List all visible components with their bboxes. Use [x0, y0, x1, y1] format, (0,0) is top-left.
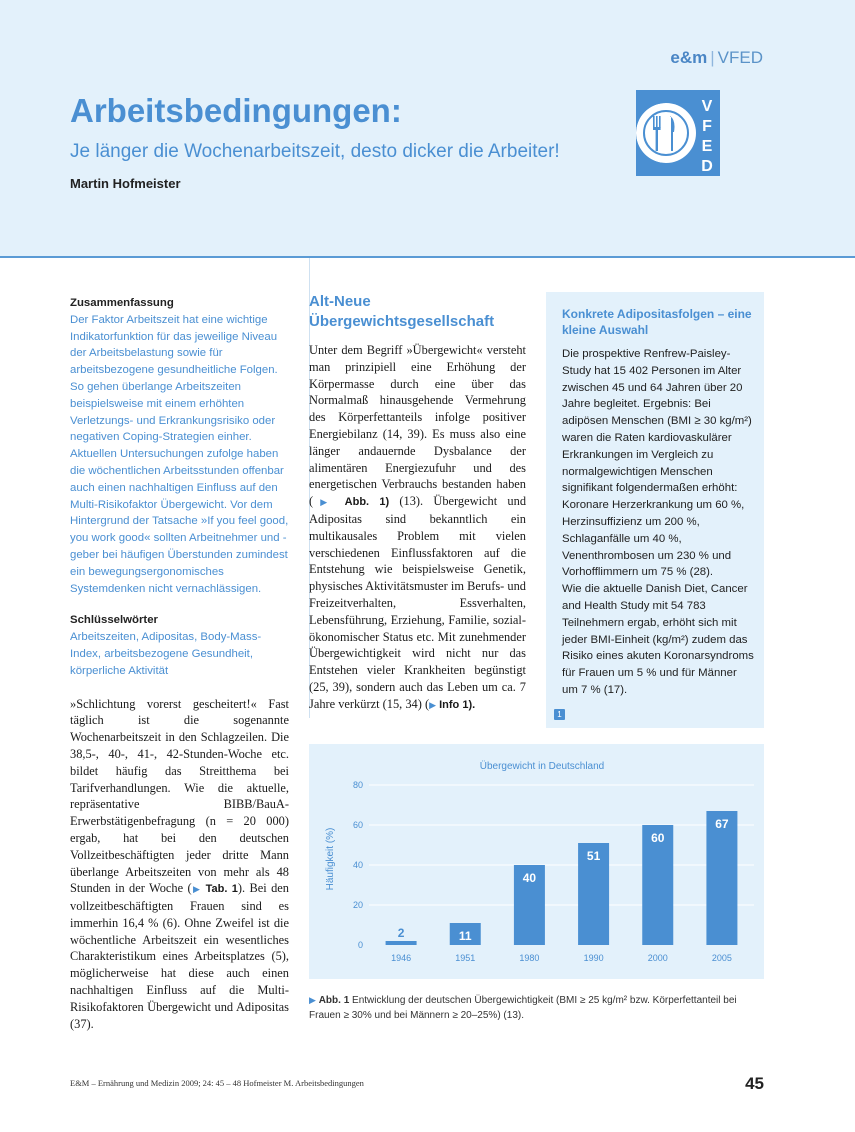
- logo-letter-v: V: [701, 98, 713, 115]
- info-box: [546, 292, 764, 728]
- chart-x-tick-label: 2005: [711, 953, 732, 963]
- info-box-para-1: Die prospektive Renfrew-Paisley-Study hat 15 402 Personen im Alter zwischen 45 und 64 Jahren über 20 Jahre begleitet. Ergebnis: Bei adipösen Menschen (BMI ≥ 30 kg/m²) waren die Raten kardiovaskulärer Erkrankungen im Vergleich zu normalgewichtigen Menschen signifikant folgendermaßen erhöht: Koronare Herzerkrankung um 60 %, Herzinsuffizienz um 200 %, Schlaganfälle um 40 %, Venenthrombosen um 230 % und Vorhofflimmern um 75 % (28).: [562, 348, 752, 579]
- ref-arrow-icon: ▶: [313, 497, 335, 508]
- logo-letter-f: F: [702, 118, 712, 135]
- bar-chart: [309, 744, 764, 979]
- chart-data-label: 11: [458, 929, 472, 943]
- page-number: 45: [745, 1074, 764, 1093]
- section-paragraph: [309, 342, 526, 714]
- table-reference-link[interactable]: Tab. 1: [205, 883, 238, 896]
- caption-arrow-icon: ▶: [309, 995, 316, 1005]
- chart-y-tick-label: 0: [357, 940, 363, 950]
- chart-bar-1946: [386, 941, 417, 945]
- brand-vfed: VFED: [717, 48, 763, 67]
- keywords-heading: Schlüsselwörter: [70, 614, 158, 627]
- logo-letter-e: E: [701, 138, 713, 155]
- vfed-logo: [636, 90, 720, 176]
- chart-x-tick-label: 1980: [519, 953, 540, 963]
- chart-y-tick-label: 80: [352, 780, 363, 790]
- chart-y-tick-label: 60: [352, 820, 363, 830]
- chart-y-tick-label: 20: [352, 900, 363, 910]
- info-reference-link[interactable]: Info 1).: [439, 698, 476, 711]
- info-box-para-2: Wie die aktuelle Danish Diet, Cancer and Health Study mit 54 783 Teilnehmern ergab, erhöht sich mit jeder BMI-Einheit (kg/m²) zudem das Risiko eines akuten Koronarsyndroms für Frauen um 5 % und für Männer um 7 % (17).: [562, 583, 754, 696]
- header-divider: [0, 256, 855, 258]
- article-title: Arbeitsbedingungen:: [70, 92, 402, 129]
- ref-arrow-icon: ▶: [429, 699, 436, 710]
- chart-data-label: 2: [397, 926, 405, 940]
- chart-x-tick-label: 1951: [455, 953, 476, 963]
- chart-data-label: 60: [651, 831, 665, 845]
- left-column: [70, 295, 289, 1032]
- figure-caption: [309, 993, 764, 1023]
- logo-letter-d: D: [701, 158, 713, 175]
- intro-paragraph: [70, 696, 289, 1033]
- chart-bar-2005: [706, 811, 737, 945]
- article-author: Martin Hofmeister: [70, 176, 181, 191]
- chart-y-tick-label: 40: [352, 860, 363, 870]
- footer-citation: E&M – Ernährung und Medizin 2009; 24: 45 – 48 Hofmeister M. Arbeitsbedingungen: [70, 1078, 364, 1088]
- figure-reference-link[interactable]: Abb. 1): [344, 496, 390, 509]
- info-box-heading: Konkrete Adipositasfolgen – eine kleine Auswahl: [562, 307, 752, 337]
- caption-text: Entwicklung der deutschen Übergewichtigkeit (BMI ≥ 25 kg/m² bzw. Körperfettanteil bei Frauen ≥ 30% und bei Männern ≥ 20–25%) (13).: [309, 995, 737, 1021]
- chart-data-label: 67: [715, 817, 729, 831]
- intro-text-a: »Schlichtung vorerst gescheitert!« Fast täglich ist die sogenannte Wochenarbeitszeit in den Schlagzeilen. Die 38,5-, 40-, 41-, 42-Stunden-Woche etc. bildet häufig das Streitthema bei Tarifverhandlungen. Wie die aktuelle, repräsentative BIBB/BauA-Erwerbstätigenbefragung (n = 20 000) ergab, hat bei den deutschen Vollzeitbeschäftigten jeder dritte Mann überlange Arbeitszeiten von mehr als 48 Stunden in der Woche (: [70, 696, 289, 896]
- intro-text-b: ). Bei den vollzeitbeschäftigten Frauen sind es immerhin 16,4 % (6). Ohne Zweifel ist die wöchentliche Arbeitszeit ein wesentliches Charakteristikum eines Arbeitsplatzes (5), möglicherweise hat diese auch einen nachhaltigen Einfluss auf die Multi-Risikofaktoren Übergewicht und Adipositas (37).: [70, 881, 289, 1031]
- abstract-text: Der Faktor Arbeitszeit hat eine wichtige Indikatorfunktion für das jeweilige Niveau der Arbeitsbelastung sowie für arbeitsbezogene gesundheitliche Folgen. So gehen überlange Arbeitszeiten beispielsweise mit einem erhöhten Verletzungs- und Erkrankungsrisiko oder negativen Coping-Strategien einher. Aktuellen Untersuchungen zufolge haben die wöchentlichen Arbeitsstunden offenbar auch einen nachhaltigen Einfluss auf den Multi-Risikofaktor Übergewicht. Vor dem Hintergrund der Tatsache »If you feel good, you work good« sollten Arbeitnehmer und -geber bei häufigen Überstunden zumindest ein bewegungsergonomisches Systemdenken nicht vernachlässigen.: [70, 313, 289, 595]
- article-subtitle: Je länger die Wochenarbeitszeit, desto dicker die Arbeiter!: [70, 141, 560, 162]
- brand-separator: |: [710, 48, 715, 67]
- bar-chart-panel: [309, 744, 764, 979]
- keywords-text: Arbeitszeiten, Adipositas, Body-Mass-Index, arbeitsbezogene Gesundheit, körperliche Aktivität: [70, 631, 262, 677]
- info-box-badge: 1: [554, 709, 565, 720]
- section-text-b: (13). Übergewicht und Adipositas sind bekanntlich ein multikausales Problem mit vielen verschiedenen Einflussfaktoren auf die Entstehung wie beispielsweise Genetik, physisches Aktivitätsmuster im Berufs- und Freizeitverhalten, Essverhalten, Lebensführung, Erziehung, Familie, sozial-ökonomischer Status etc. Mit zunehmender Übergewichtigkeit wird nicht nur das Entstehen vieler Krankheiten begünstigt (25, 39), sondern auch das Leben um ca. 7 Jahre verkürzt (15, 34) (: [309, 494, 527, 711]
- middle-column: [309, 292, 526, 714]
- chart-x-tick-label: 1946: [391, 953, 412, 963]
- brand-em: e&m: [670, 48, 708, 67]
- section-heading: Alt-Neue Übergewichtsgesellschaft: [309, 293, 495, 330]
- chart-x-tick-label: 2000: [647, 953, 668, 963]
- journal-brand: [670, 48, 763, 68]
- chart-y-axis-label: Häufigkeit (%): [325, 827, 336, 891]
- chart-data-label: 40: [522, 871, 537, 885]
- chart-x-tick-label: 1990: [583, 953, 604, 963]
- chart-title: Übergewicht in Deutschland: [479, 761, 605, 772]
- chart-data-label: 51: [586, 849, 601, 863]
- caption-label: Abb. 1: [318, 995, 350, 1006]
- section-text-a: Unter dem Begriff »Übergewicht« versteht man prinzipiell eine Erhöhung der Körpermasse durch eine über das Normalmaß hinausgehende Vermehrung des Körperfettanteils infolge positiver Energiebilanz (14, 39). Es muss also eine länger andauernde Dysbalance der alimentären Energiezufuhr und des energetischen Verbrauchs bestanden haben (: [309, 343, 526, 509]
- ref-arrow-icon: ▶: [191, 884, 202, 895]
- abstract-heading: Zusammenfassung: [70, 297, 174, 309]
